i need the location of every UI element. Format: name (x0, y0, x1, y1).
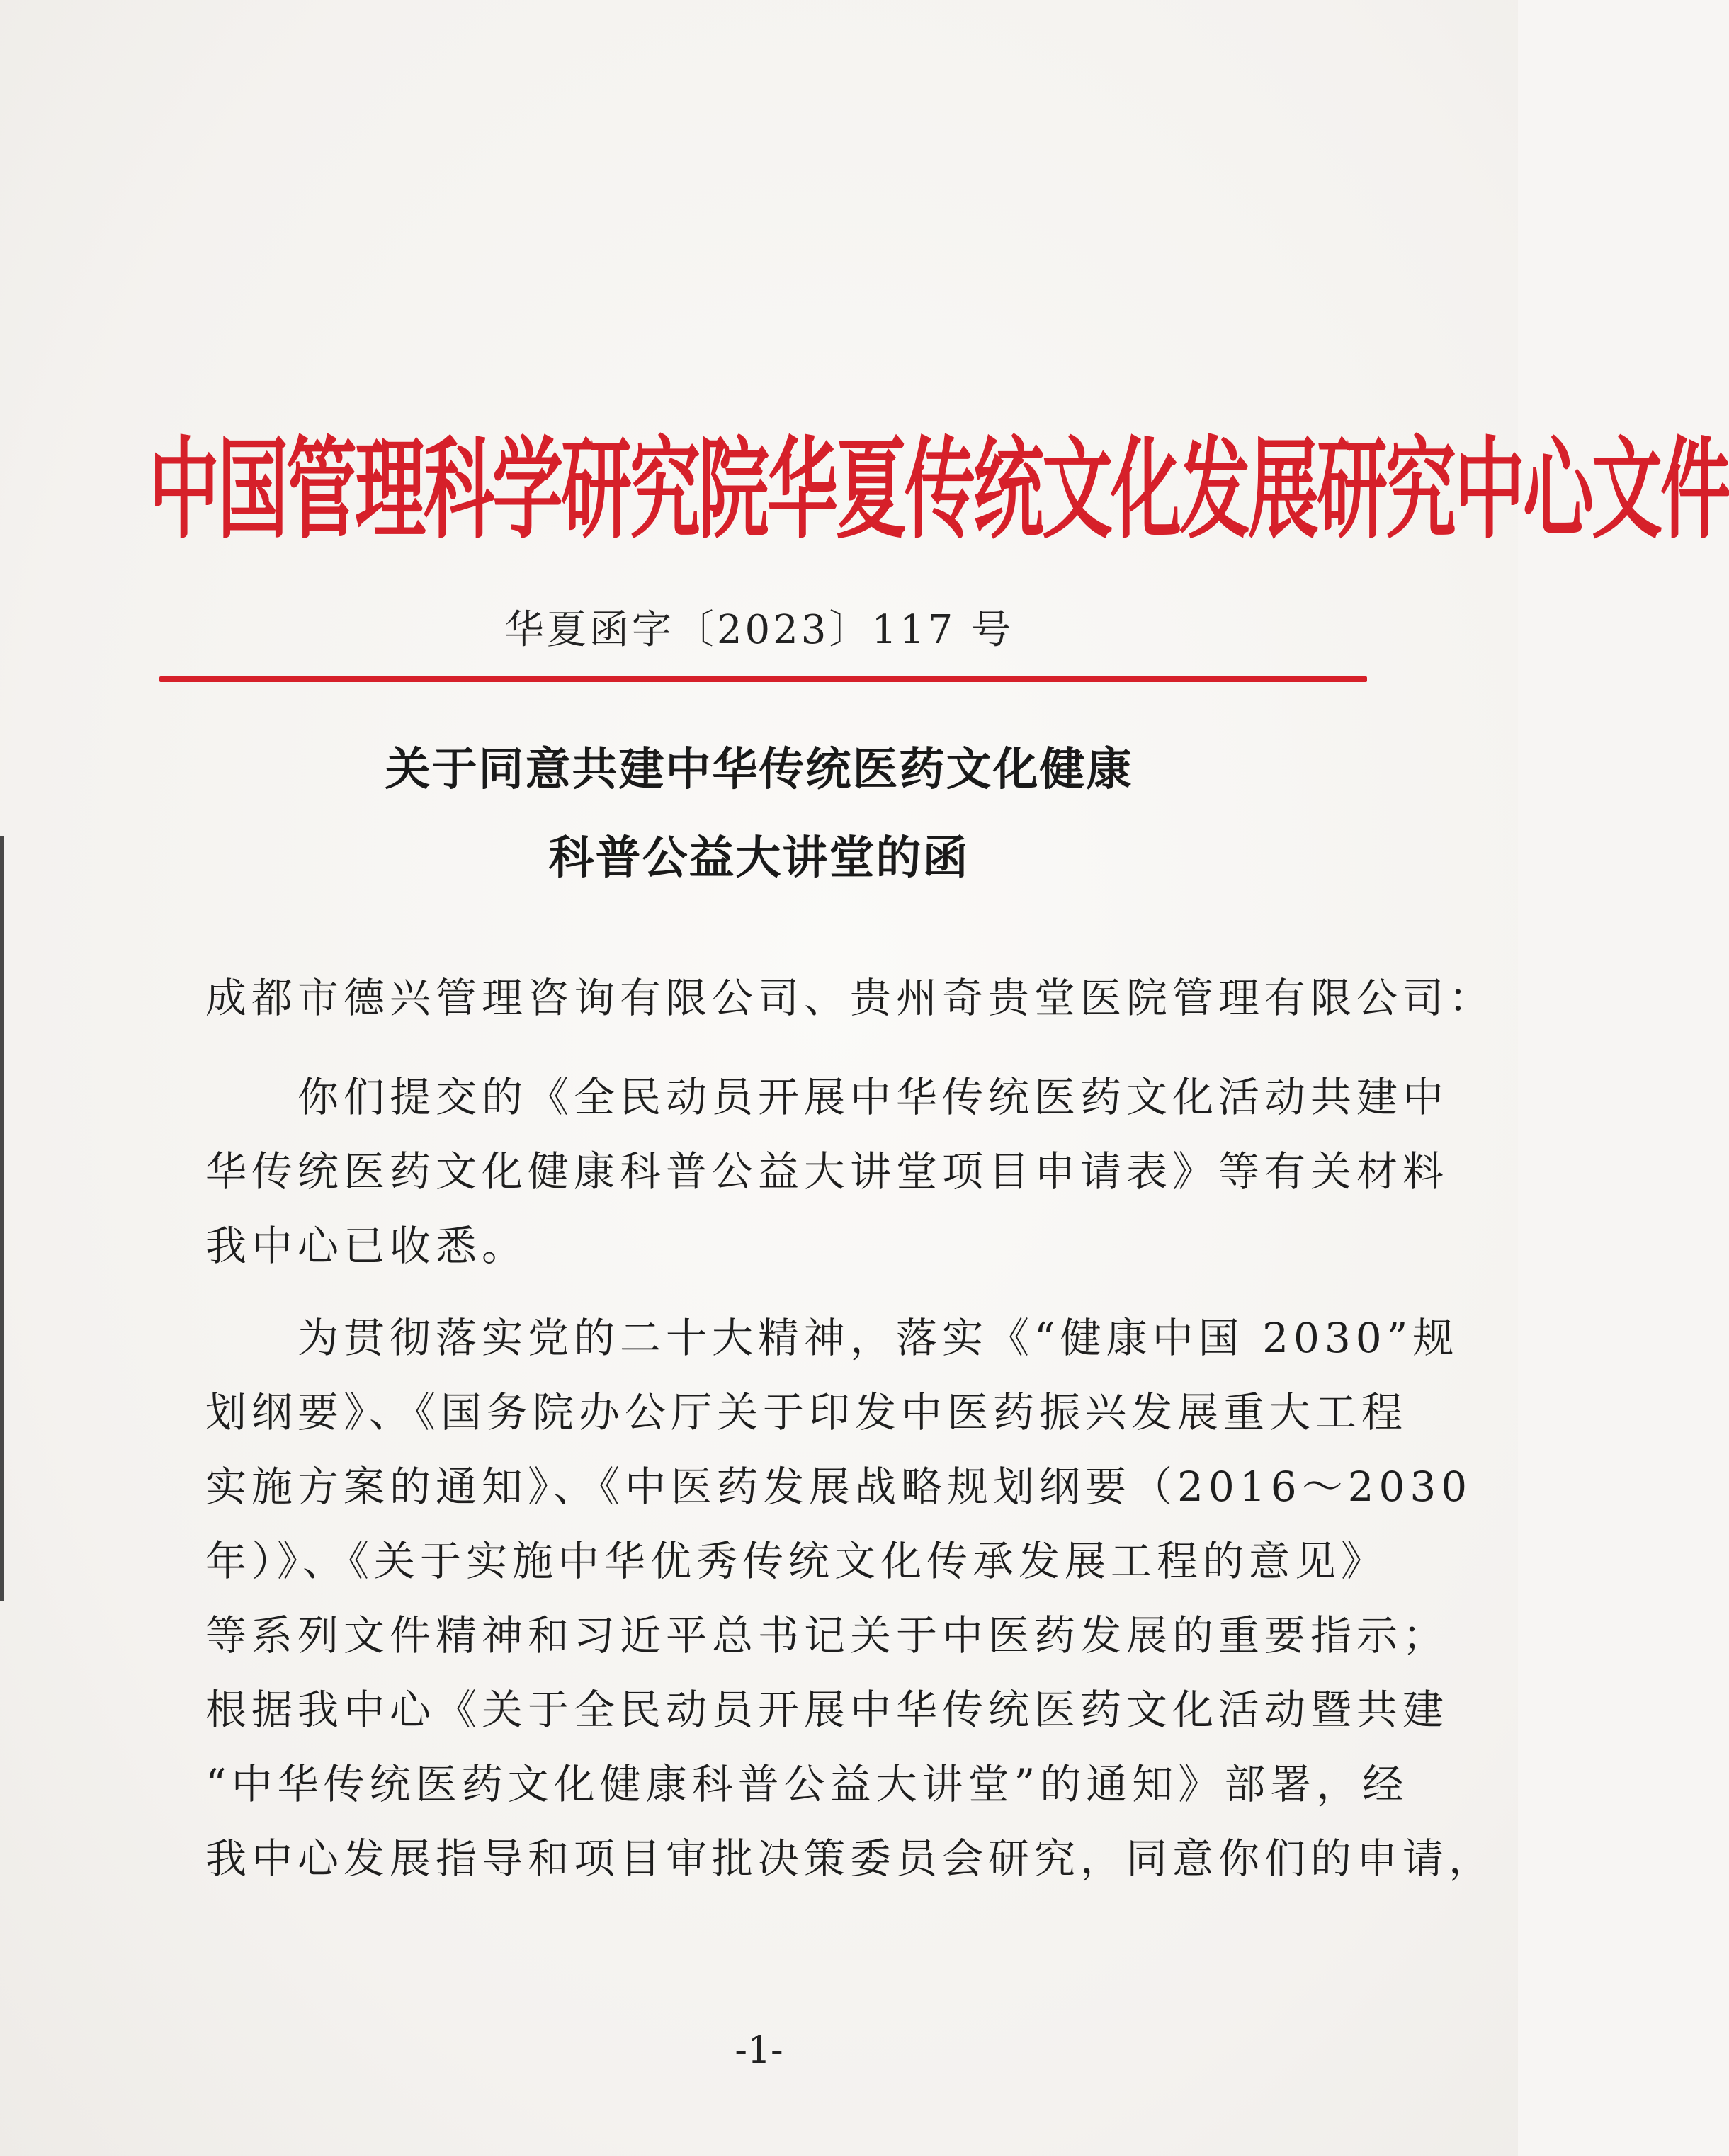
body-text-line: 我中心已收悉。 (205, 1222, 528, 1270)
body-text-line: “中华传统医药文化健康科普公益大讲堂”的通知》部署，经 (205, 1760, 1409, 1808)
body-text-line: 你们提交的《全民动员开展中华传统医药文化活动共建中 (205, 1073, 1449, 1121)
body-text-line: 为贯彻落实党的二十大精神，落实《“健康中国 2030”规 (205, 1314, 1459, 1362)
red-divider-line (159, 676, 1367, 682)
document-number: 华夏函字〔2023〕117 号 (504, 607, 1014, 653)
body-text-line: 等系列文件精神和习近平总书记关于中医药发展的重要指示； (205, 1611, 1449, 1659)
body-text-line: 根据我中心《关于全民动员开展中华传统医药文化活动暨共建 (205, 1686, 1449, 1734)
body-text-line: 华传统医药文化健康科普公益大讲堂项目申请表》等有关材料 (205, 1147, 1449, 1196)
letter-title-line-1: 关于同意共建中华传统医药文化健康 (385, 744, 1133, 796)
masthead-title: 中国管理科学研究院华夏传统文化发展研究中心文件 (149, 425, 1729, 555)
body-text-line: 我中心发展指导和项目审批决策委员会研究，同意你们的申请， (205, 1834, 1495, 1883)
body-text-line: 实施方案的通知》、《中医药发展战略规划纲要（2016～2030 (205, 1463, 1473, 1511)
scan-edge-shadow (0, 836, 4, 1601)
letter-title-line-2: 科普公益大讲堂的函 (548, 832, 970, 885)
addressee-line: 成都市德兴管理咨询有限公司、贵州奇贵堂医院管理有限公司： (205, 974, 1495, 1022)
page-number: -1- (735, 2029, 783, 2072)
body-text-line: 划纲要》、《国务院办公厅关于印发中医药振兴发展重大工程 (205, 1388, 1408, 1436)
body-text-line: 年）》、《关于实施中华优秀传统文化传承发展工程的意见》 (205, 1537, 1388, 1585)
